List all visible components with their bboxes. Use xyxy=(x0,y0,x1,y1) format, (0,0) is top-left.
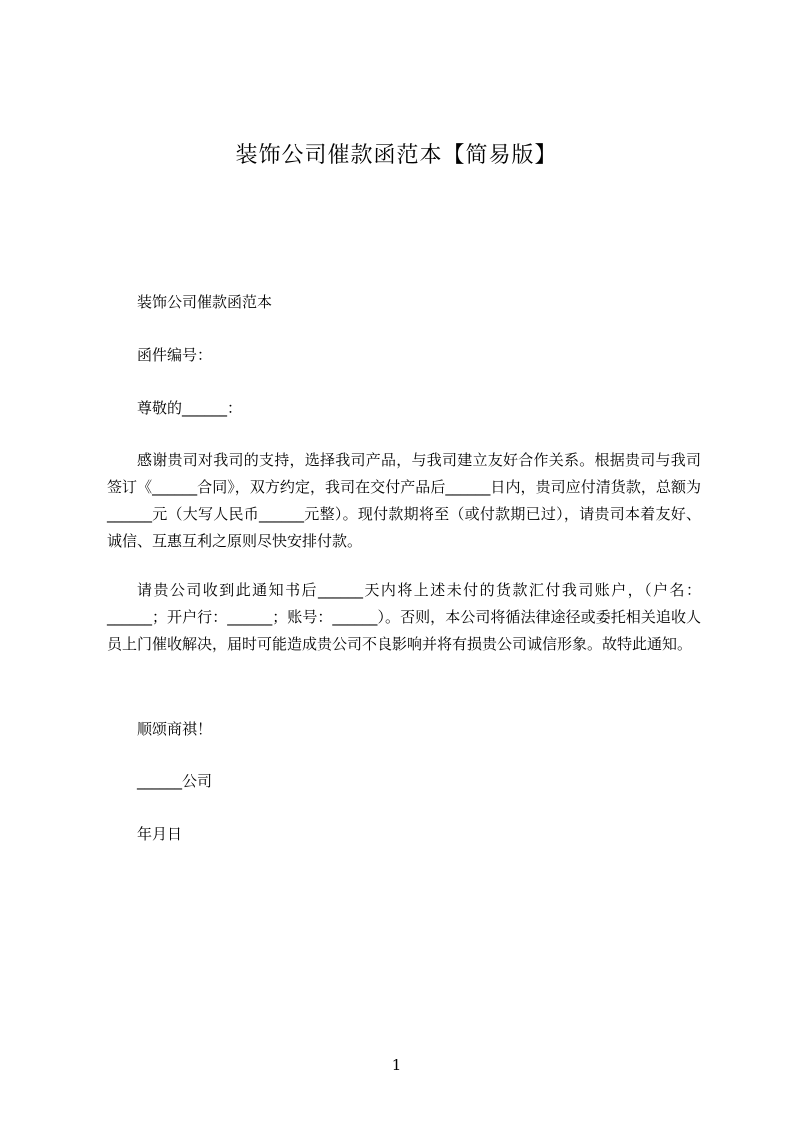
body-paragraph-1: 感谢贵司对我司的支持，选择我司产品，与我司建立友好合作关系。根据贵司与我司签订《______合同》，双方约定，我司在交付产品后______日内，贵司应付清货款，总额为______元（大写人民币______元整）。现付款期将至（或付款期已过），请贵司本着友好、诚信、互惠互利之原则尽快安排付款。 xyxy=(107,451,701,550)
body-paragraph-2: 请贵公司收到此通知书后______天内将上述未付的货款汇付我司账户，（户名：______；开户行：______；账号：______）。否则，本公司将循法律途径或委托相关追收人员上门催收解决，届时可能造成贵公司不良影响并将有损贵公司诚信形象。故特此通知。 xyxy=(107,581,701,653)
document-title: 装饰公司催款函范本【简易版】 xyxy=(235,143,558,168)
signature-company: ______公司 xyxy=(137,772,213,790)
letter-number-label: 函件编号： xyxy=(137,346,213,364)
salutation: 尊敬的______： xyxy=(137,399,243,417)
signature-date: 年月日 xyxy=(137,825,183,843)
document-subtitle: 装饰公司催款函范本 xyxy=(137,293,273,311)
closing-greeting: 顺颂商祺！ xyxy=(137,720,213,738)
page-number: 1 xyxy=(391,1056,402,1074)
